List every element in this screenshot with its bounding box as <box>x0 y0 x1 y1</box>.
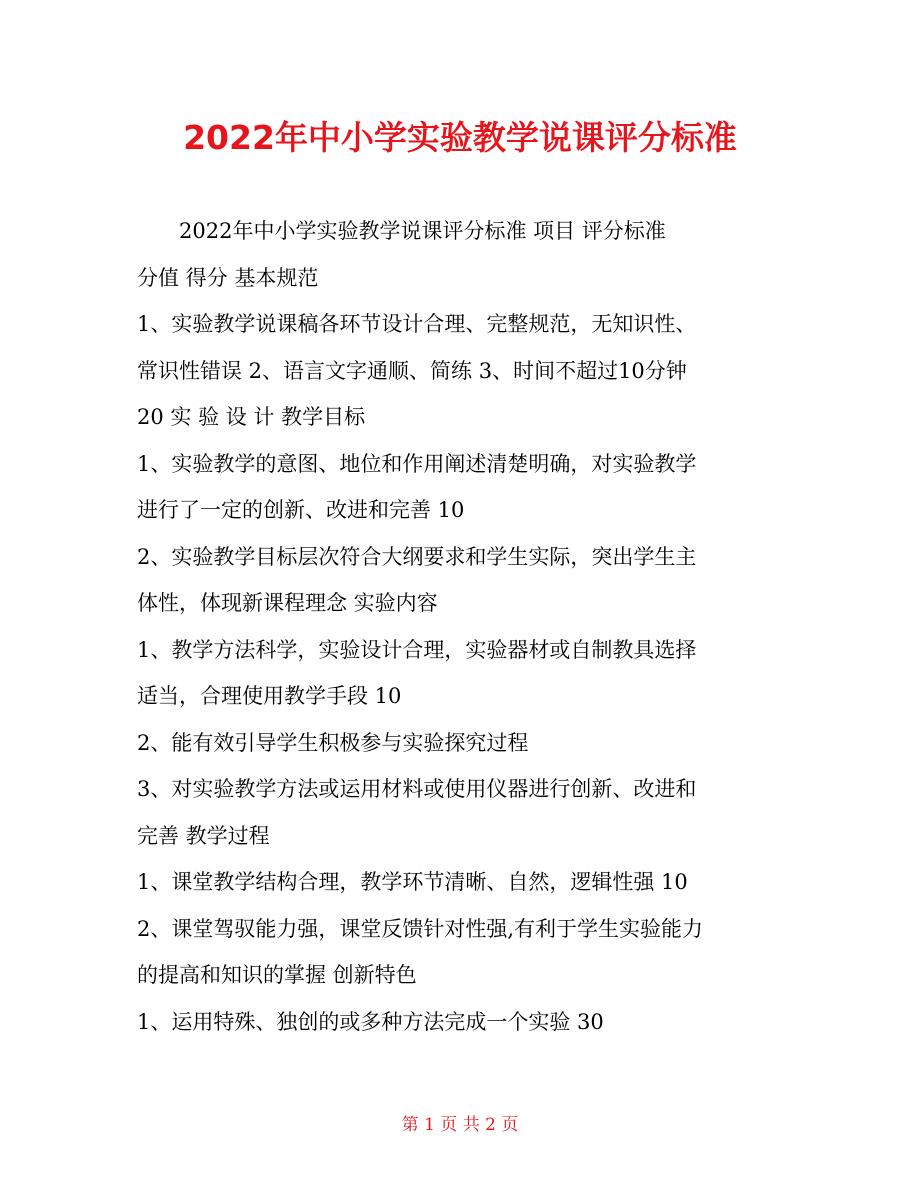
body-line: 2022年中小学实验教学说课评分标准 项目 评分标准 <box>179 219 666 243</box>
body-line: 2、实验教学目标层次符合大纲要求和学生实际，突出学生主 <box>137 544 697 569</box>
body-line: 常识性错误 2、语言文字通顺、简练 3、时间不超过10分钟 <box>137 358 687 383</box>
body-line: 3、对实验教学方法或运用材料或使用仪器进行创新、改进和 <box>137 777 697 801</box>
body-line: 分值 得分 基本规范 <box>137 265 319 290</box>
body-line: 2、能有效引导学生积极参与实验探究过程 <box>137 730 529 755</box>
body-line: 进行了一定的创新、改进和完善 10 <box>137 498 465 522</box>
page-number-footer: 第 1 页 共 2 页 <box>401 1115 519 1135</box>
body-line: 2、课堂驾驭能力强，课堂反馈针对性强,有利于学生实验能力 <box>137 916 704 941</box>
body-line: 20 实 验 设 计 教学目标 <box>137 405 366 429</box>
document-body <box>137 208 797 1045</box>
body-line: 1、课堂教学结构合理，教学环节清晰、自然，逻辑性强 10 <box>137 870 688 894</box>
body-line: 完善 教学过程 <box>137 823 270 848</box>
body-line: 1、教学方法科学，实验设计合理，实验器材或自制教具选择 <box>137 637 697 662</box>
body-line: 体性，体现新课程理念 实验内容 <box>137 591 438 615</box>
document-title: 2022年中小学实验教学说课评分标准 <box>183 118 737 157</box>
body-line: 1、实验教学说课稿各环节设计合理、完整规范，无知识性、 <box>137 312 697 336</box>
body-line: 适当，合理使用教学手段 10 <box>137 684 402 708</box>
body-line: 1、实验教学的意图、地位和作用阐述清楚明确，对实验教学 <box>137 451 697 476</box>
body-line: 1、运用特殊、独创的或多种方法完成一个实验 30 <box>137 1009 604 1034</box>
body-line: 的提高和知识的掌握 创新特色 <box>137 963 417 987</box>
